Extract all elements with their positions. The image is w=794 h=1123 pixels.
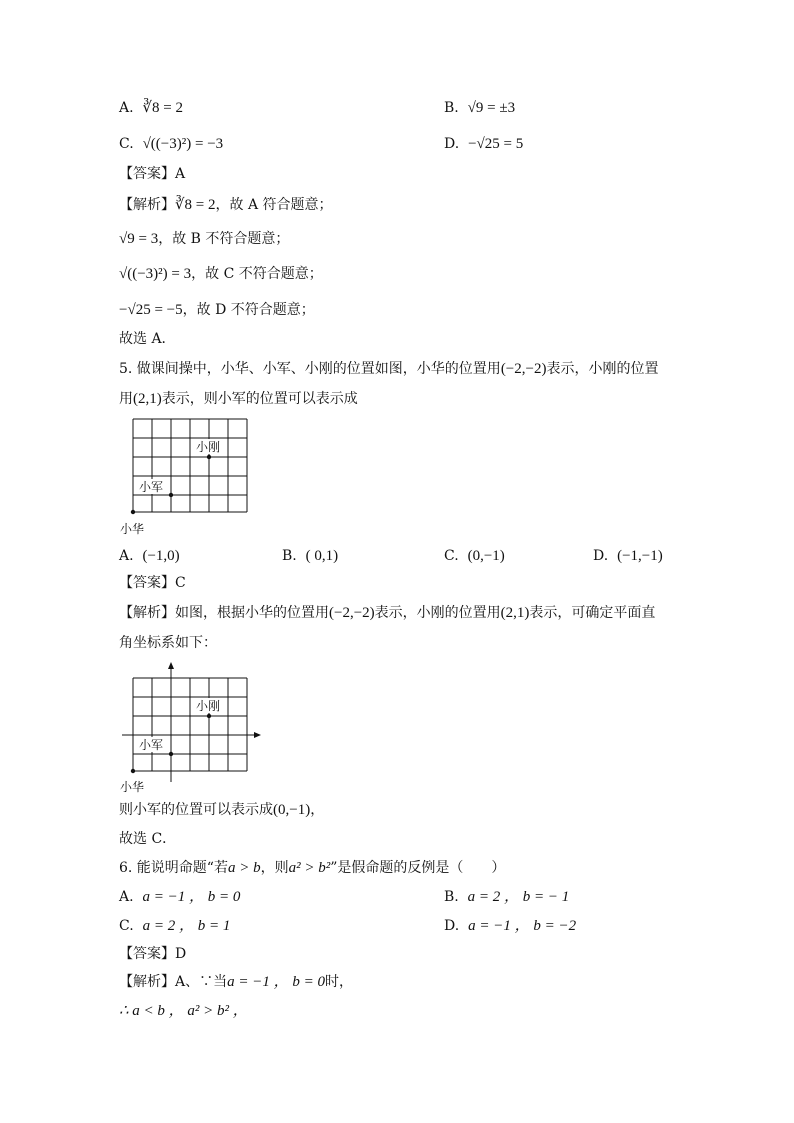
q5-stem-line-2 <box>119 389 358 409</box>
option-label: D. <box>444 918 460 934</box>
grid-lines <box>133 678 247 771</box>
analysis-text: ，故 D 不符合题意； <box>182 302 315 318</box>
option-label: B. <box>282 548 297 564</box>
answer-label: 【答案】 <box>119 166 175 182</box>
option-label: A. <box>119 889 134 905</box>
label-xiaohua: 小华 <box>120 522 145 536</box>
option-label: D. <box>593 548 609 564</box>
point-xiaohua <box>131 769 135 773</box>
q5-option-a <box>119 546 180 566</box>
answer-value: D <box>175 946 187 962</box>
point-xiaojun <box>169 493 173 497</box>
label-xiaogang: 小刚 <box>196 699 221 713</box>
q5-option-b <box>282 546 338 566</box>
stem-text: 用 <box>119 391 133 407</box>
answer-label: 【答案】 <box>119 946 175 962</box>
q6-option-d-math: a = −1 ， b = −2 <box>468 918 577 934</box>
q6-option-d <box>444 916 576 936</box>
q5-answer <box>119 573 186 593</box>
grid-lines <box>133 419 247 512</box>
analysis-text: ，故 C 不符合题意； <box>191 266 323 282</box>
q5-stem-line-1 <box>119 359 658 379</box>
q5-option-b-math: ( 0,1) <box>305 548 339 564</box>
option-label: C. <box>119 918 134 934</box>
q5-option-c-math: (0,−1) <box>467 548 505 564</box>
point-xiaogang <box>207 714 211 718</box>
q5-analysis-line-2: 角坐标系如下： <box>119 635 217 651</box>
q5-position-grid <box>118 414 258 538</box>
analysis-text: ，故 A 符合题意； <box>215 197 333 213</box>
q5-conclusion: 故选 C． <box>119 831 177 847</box>
option-label: A. <box>119 548 134 564</box>
analysis-math: √9 = 3 <box>119 231 159 247</box>
stem-text: 表示，小刚的位置 <box>546 361 659 377</box>
label-xiaojun: 小军 <box>139 738 164 752</box>
analysis-text: ，故 B 不符合题意； <box>158 231 290 247</box>
q4-analysis-2 <box>119 229 289 249</box>
q6-analysis-line-1 <box>119 972 353 992</box>
q6-option-a <box>119 887 240 907</box>
x-axis-arrow-icon <box>254 732 261 738</box>
point-xiaojun <box>169 752 173 756</box>
q4-option-c-math: √((−3)²) = −3 <box>142 136 224 152</box>
q4-option-d <box>444 134 523 154</box>
q6-stem <box>119 858 505 878</box>
analysis-text: 表示，可确定平面直 <box>529 605 656 621</box>
q5-coordinate-grid <box>118 660 268 798</box>
q4-conclusion: 故选 A． <box>119 331 176 347</box>
point-xiaogang <box>207 455 211 459</box>
q5-option-d <box>593 546 663 566</box>
q4-option-d-math: −√25 = 5 <box>468 136 524 152</box>
analysis-text: 时， <box>325 974 353 990</box>
q5-option-a-math: (−1,0) <box>142 548 180 564</box>
q5-analysis-line-1 <box>119 603 655 623</box>
q6-option-c-math: a = 2 ， b = 1 <box>142 918 231 934</box>
result-text: 则小军的位置可以表示成 <box>119 802 273 818</box>
analysis-math: a = −1 ， b = 0 <box>227 974 325 990</box>
q4-analysis-4 <box>119 300 315 320</box>
analysis-math: √((−3)²) = 3 <box>119 266 192 282</box>
q5-option-d-math: (−1,−1) <box>617 548 663 564</box>
coordinate: (−2,−2) <box>500 361 547 377</box>
analysis-math: ∴ a < b ， a² > b² ， <box>119 1003 248 1019</box>
coordinate: (2,1) <box>500 605 530 621</box>
y-axis-arrow-icon <box>168 662 174 669</box>
stem-math: a > b <box>227 860 261 876</box>
option-label: B. <box>444 889 459 905</box>
q5-option-c <box>444 546 505 566</box>
analysis-text: 表示，小刚的位置用 <box>374 605 501 621</box>
label-xiaogang: 小刚 <box>196 440 221 454</box>
coordinate: (2,1) <box>133 391 162 407</box>
stem-text: 6. 能说明命题“若 <box>119 860 228 876</box>
q6-option-b-math: a = 2 ， b = − 1 <box>467 889 570 905</box>
q4-option-c <box>119 134 223 154</box>
option-label: A. <box>119 100 134 116</box>
analysis-text: A、∵当 <box>175 974 228 990</box>
option-label: C. <box>444 548 459 564</box>
q6-option-a-math: a = −1 ， b = 0 <box>142 889 241 905</box>
q4-analysis-3 <box>119 264 323 284</box>
q4-analysis-1 <box>119 195 333 215</box>
answer-label: 【答案】 <box>119 575 175 591</box>
coordinate: (−2,−2) <box>329 605 375 621</box>
result-text: ， <box>310 802 325 818</box>
q5-result <box>119 800 324 820</box>
stem-text: ，则 <box>260 860 289 876</box>
analysis-label: 【解析】 <box>119 197 175 213</box>
point-xiaohua <box>131 510 135 514</box>
q6-option-b <box>444 887 569 907</box>
stem-text: ”是假命题的反例是（ ） <box>330 860 506 876</box>
analysis-label: 【解析】 <box>119 605 175 621</box>
option-label: C. <box>119 136 134 152</box>
q4-option-b-math: √9 = ±3 <box>467 100 516 116</box>
q4-option-a-math: ∛8 = 2 <box>142 100 183 116</box>
analysis-text: 如图，根据小华的位置用 <box>175 605 329 621</box>
option-label: B. <box>444 100 459 116</box>
answer-value: C <box>175 575 186 591</box>
answer-value: A <box>175 166 186 182</box>
q6-analysis-line-2 <box>119 1001 248 1021</box>
option-label: D. <box>444 136 460 152</box>
q6-answer <box>119 944 186 964</box>
coordinate: (0,−1) <box>273 802 311 818</box>
q4-option-a <box>119 98 183 118</box>
label-xiaohua: 小华 <box>120 780 145 794</box>
label-xiaojun: 小军 <box>139 480 164 494</box>
q4-answer <box>119 164 185 184</box>
q4-option-b <box>444 98 515 118</box>
analysis-math: ∛8 = 2 <box>175 197 216 213</box>
analysis-label: 【解析】 <box>119 974 175 990</box>
stem-math: a² > b² <box>288 860 331 876</box>
stem-text: 5. 做课间操中，小华、小军、小刚的位置如图，小华的位置用 <box>119 361 501 377</box>
stem-text: 表示，则小军的位置可以表示成 <box>161 391 358 407</box>
q6-option-c <box>119 916 230 936</box>
analysis-math: −√25 = −5 <box>119 302 183 318</box>
